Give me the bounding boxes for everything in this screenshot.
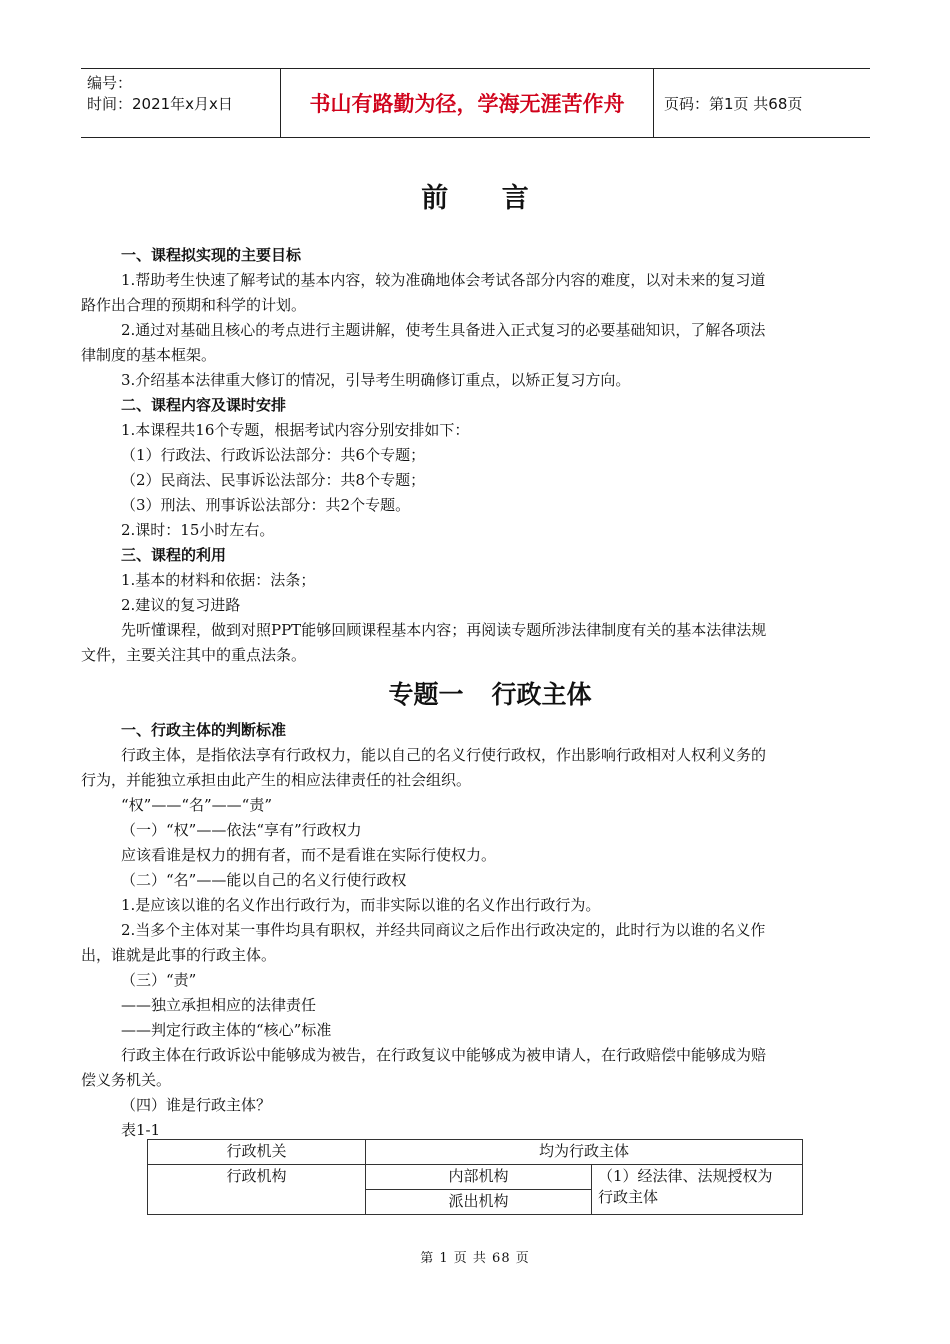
paragraph: 行政主体在行政诉讼中能够成为被告，在行政复议中能够成为被申请人，在行政赔偿中能够成为赔 — [121, 1046, 767, 1064]
paragraph: （一）“权”——依法“享有”行政权力 — [121, 821, 362, 839]
paragraph: （二）“名”——能以自己的名义行使行政权 — [121, 871, 407, 889]
table-cell: 内部机构 — [366, 1165, 592, 1190]
header-table — [81, 68, 870, 138]
paragraph: 2.建议的复习进路 — [121, 596, 241, 614]
topic-number: 专题一 — [388, 680, 464, 709]
list-item: （1）行政法、行政诉讼法部分：共6个专题； — [121, 446, 426, 464]
paragraph: ——独立承担相应的法律责任 — [121, 996, 317, 1014]
paragraph: 2.课时：15小时左右。 — [121, 521, 275, 539]
paragraph: ——判定行政主体的“核心”标准 — [121, 1021, 332, 1039]
number-label: 编号： — [87, 74, 133, 92]
data-table — [147, 1139, 803, 1215]
list-item: （2）民商法、民事诉讼法部分：共8个专题； — [121, 471, 426, 489]
table-cell: 均为行政主体 — [366, 1140, 803, 1165]
table-row — [148, 1140, 803, 1165]
section-heading: 一、课程拟实现的主要目标 — [121, 246, 302, 264]
header-page-info: 页码：第1页 共68页 — [664, 94, 803, 113]
paragraph: 1.帮助考生快速了解考试的基本内容，较为准确地体会考试各部分内容的难度，以对未来的复习道 — [121, 271, 766, 289]
paragraph: 1.基本的材料和依据：法条； — [121, 571, 316, 589]
table-cell: 行政机关 — [148, 1140, 366, 1165]
paragraph: 3.介绍基本法律重大修订的情况，引导考生明确修订重点，以矫正复习方向。 — [121, 371, 631, 389]
paragraph: （三）“责” — [121, 971, 197, 989]
paragraph-continued: 路作出合理的预期和科学的计划。 — [81, 296, 307, 314]
section-heading: 二、课程内容及课时安排 — [121, 396, 287, 414]
paragraph: 行政主体，是指依法享有行政权力，能以自己的名义行使行政权，作出影响行政相对人权利义务的 — [121, 746, 767, 764]
date-label: 时间：2021年x月x日 — [87, 95, 233, 113]
paragraph: （四）谁是行政主体？ — [121, 1096, 272, 1114]
document-body — [81, 243, 859, 1143]
paragraph: “权”——“名”——“责” — [121, 796, 273, 814]
preface-title: 前 言 — [421, 183, 551, 214]
paragraph-continued: 行为，并能独立承担由此产生的相应法律责任的社会组织。 — [81, 771, 472, 789]
list-item: （3）刑法、刑事诉讼法部分：共2个专题。 — [121, 496, 411, 514]
paragraph-continued: 偿义务机关。 — [81, 1071, 172, 1089]
paragraph: 应该看谁是权力的拥有者，而不是看谁在实际行使权力。 — [121, 846, 497, 864]
paragraph-continued: 律制度的基本框架。 — [81, 346, 217, 364]
topic-title — [121, 680, 859, 710]
cell-line: 行政主体 — [598, 1188, 659, 1206]
paragraph: 1.是应该以谁的名义作出行政行为，而非实际以谁的名义作出行政行为。 — [121, 896, 601, 914]
paragraph: 先听懂课程，做到对照PPT能够回顾课程基本内容；再阅读专题所涉法律制度有关的基本法律法规 — [121, 621, 767, 639]
paragraph: 2.通过对基础且核心的考点进行主题讲解，使考生具备进入正式复习的必要基础知识，了解各项法 — [121, 321, 766, 339]
table-row — [148, 1165, 803, 1190]
topic-name: 行政主体 — [491, 680, 592, 709]
table-caption: 表1-1 — [121, 1121, 161, 1139]
table-cell: 行政机构 — [148, 1165, 366, 1215]
page-footer: 第 1 页 共 68 页 — [420, 1251, 530, 1266]
header-motto: 书山有路勤为径，学海无涯苦作舟 — [281, 69, 654, 137]
paragraph-continued: 出，谁就是此事的行政主体。 — [81, 946, 277, 964]
section-heading: 一、行政主体的判断标准 — [121, 721, 287, 739]
paragraph: 1.本课程共16个专题，根据考试内容分别安排如下： — [121, 421, 470, 439]
table-cell — [592, 1165, 803, 1215]
cell-line: （1）经法律、法规授权为 — [598, 1167, 773, 1185]
section-heading: 三、课程的利用 — [121, 546, 227, 564]
paragraph: 2.当多个主体对某一事件均具有职权，并经共同商议之后作出行政决定的，此时行为以谁的名义作 — [121, 921, 766, 939]
header-meta — [81, 69, 281, 137]
paragraph-continued: 文件，主要关注其中的重点法条。 — [81, 646, 307, 664]
table-cell: 派出机构 — [366, 1190, 592, 1215]
